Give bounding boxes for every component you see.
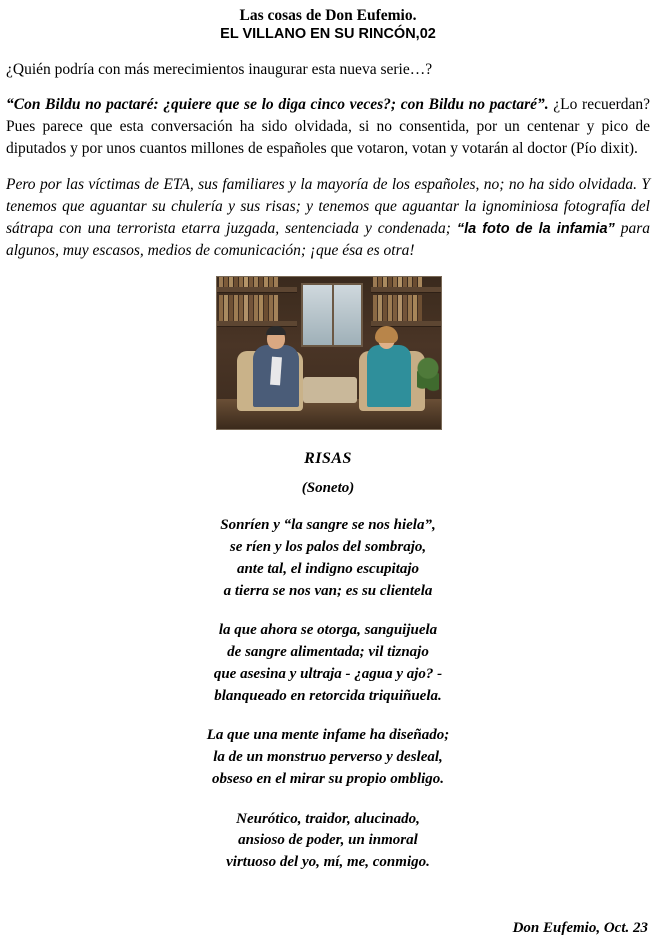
title-line-1: Las cosas de Don Eufemio. xyxy=(239,7,417,24)
poem-line: a tierra se nos van; es su clientela xyxy=(223,582,433,599)
paragraph-2-part-1: Pero por las víctimas de ETA, sus familiares y la mayoría de los españoles, no; no ha sido olvidada. Y tenemos que aguantar su chulería y sus risas; y tenemos que aguantar la ignominiosa fotografía del sátrapa con una terrorista etarra juzgada, sentenciada y condenada; xyxy=(6,176,650,238)
poem-line: de sangre alimentada; vil tiznajo xyxy=(227,644,429,661)
paragraph-2 xyxy=(6,174,650,262)
bookshelf-icon-3 xyxy=(371,287,441,292)
woman-figure xyxy=(367,345,411,407)
woman-hair xyxy=(375,326,398,343)
poem-title: RISAS xyxy=(304,450,352,468)
document-title xyxy=(6,6,650,44)
author-signature: Don Eufemio, Oct. 23 xyxy=(512,920,648,936)
paragraph-1 xyxy=(6,94,650,160)
title-line-2: EL VILLANO EN SU RINCÓN,02 xyxy=(220,26,436,43)
poem-line: Neurótico, traidor, alucinado, xyxy=(236,810,420,827)
paragraph-1-quote: “Con Bildu no pactaré: ¿quiere que se lo diga cinco veces?; con Bildu no pactaré”. xyxy=(6,96,549,114)
article-photo xyxy=(216,276,440,430)
poem-line: ansioso de poder, un inmoral xyxy=(238,832,418,849)
poem-line: virtuoso del yo, mí, me, conmigo. xyxy=(226,854,430,871)
poem-line: Sonríen y “la sangre se nos hiela”, xyxy=(220,517,436,534)
man-shirt xyxy=(270,357,282,386)
poem-stanza-3 xyxy=(6,725,650,790)
poem-subtitle: (Soneto) xyxy=(301,480,355,497)
man-hair xyxy=(266,326,286,335)
paragraph-2-highlight: “la foto de la infamia” xyxy=(456,221,615,238)
poem-line: la que ahora se otorga, sanguijuela xyxy=(218,622,438,639)
poem-line: la de un monstruo perverso y desleal, xyxy=(213,749,443,766)
paragraph-1-rest: ¿Lo recuerdan? Pues parece que esta conversación ha sido olvidada, si no consentida, por un centenar y pico de diputados y por unos cuantos millones de españoles que votaron, votan y votarán al doctor (Pío dixit). xyxy=(6,96,651,158)
books-row-3 xyxy=(373,276,439,287)
plant-icon xyxy=(417,355,439,399)
window-icon xyxy=(301,283,363,347)
poem-line: se ríen y los palos del sombrajo, xyxy=(229,539,427,556)
poem-stanza-1 xyxy=(6,515,650,602)
poem-line: La que una mente infame ha diseñado; xyxy=(206,727,450,744)
books-row-4 xyxy=(373,295,439,321)
poem-stanza-4 xyxy=(6,809,650,874)
books-row-2 xyxy=(219,295,295,321)
lead-paragraph: ¿Quién podría con más merecimientos inaugurar esta nueva serie…? xyxy=(6,60,433,78)
bookshelf-icon-2 xyxy=(217,321,297,326)
photo-frame xyxy=(216,276,442,430)
coffee-table xyxy=(303,377,357,403)
poem-line: ante tal, el indigno escupitajo xyxy=(236,560,420,577)
poem-line: que asesina y ultraja - ¿agua y ajo? - xyxy=(213,665,443,682)
paragraph-2-part-2: para algunos, muy escasos, medios de comunicación; ¡que ésa es otra! xyxy=(6,220,650,260)
poem-line: obseso en el mirar su propio ombligo. xyxy=(211,770,445,787)
poem-line: blanqueado en retorcida triquiñuela. xyxy=(214,687,442,704)
poem-stanza-2 xyxy=(6,620,650,707)
bookshelf-icon xyxy=(217,287,297,292)
books-row xyxy=(219,276,295,287)
